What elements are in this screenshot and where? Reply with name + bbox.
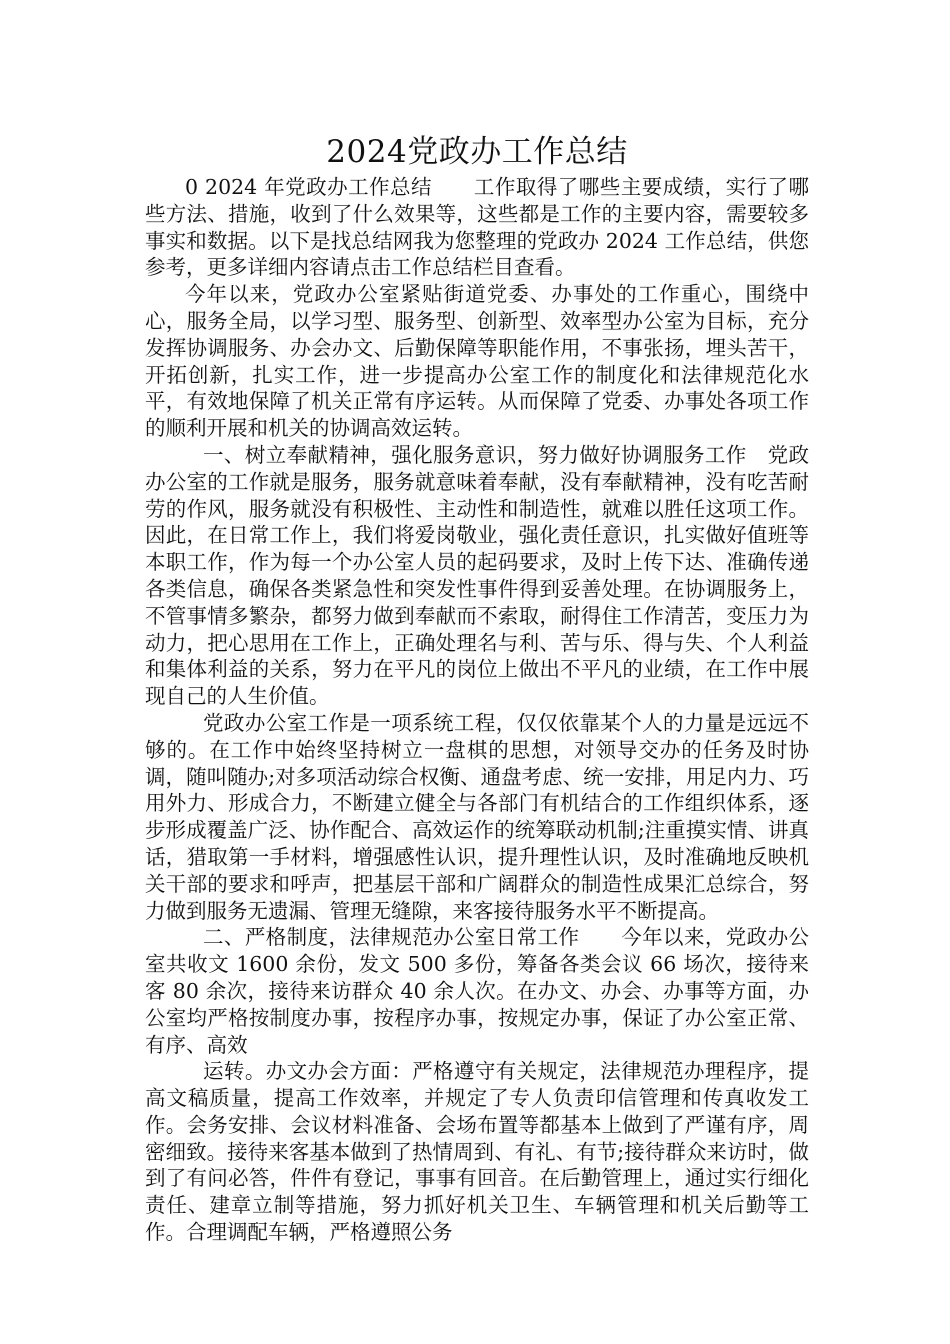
paragraph-teamwork: 党政办公室工作是一项系统工程，仅仅依靠某个人的力量是远远不够的。在工作中始终坚持树立一盘棋的思想，对领导交办的任务及时协调，随叫随办;对多项活动综合权衡、通盘考虑、统一安排，用足内力、巧用外力、形成合力，不断建立健全与各部门有机结合的工作组织体系，逐步形成覆盖广泛、协作配合、高效运作的统筹联动机制;注重摸实情、讲真话，猎取第一手材料，增强感性认识，提升理性认识，及时准确地反映机关干部的要求和呼声，把基层干部和广阔群众的制造性成果汇总综合，努力做到服务无遗漏、管理无缝隙，来客接待服务水平不断提高。 xyxy=(145,710,809,923)
paragraph-section-one: 一、树立奉献精神，强化服务意识，努力做好协调服务工作 党政办公室的工作就是服务，服务就意味着奉献，没有奉献精神，没有吃苦耐劳的作风，服务就没有积极性、主动性和制造性，就难以胜任这项工作。因此，在日常工作上，我们将爱岗敬业，强化责任意识，扎实做好值班等本职工作，作为每一个办公室人员的起码要求，及时上传下达、准确传递各类信息，确保各类紧急性和突发性事件得到妥善处理。在协调服务上，不管事情多繁杂，都努力做到奉献而不索取，耐得住工作清苦，变压力为动力，把心思用在工作上，正确处理名与利、苦与乐、得与失、个人利益和集体利益的关系，努力在平凡的岗位上做出不平凡的业绩，在工作中展现自己的人生价值。 xyxy=(145,442,809,709)
document-title: 2024党政办工作总结 xyxy=(326,134,628,170)
paragraph-overview: 今年以来，党政办公室紧贴街道党委、办事处的工作重心，围绕中心，服务全局，以学习型、服务型、创新型、效率型办公室为目标，充分发挥协调服务、办会办文、后勤保障等职能作用，不事张扬，埋头苦干，开拓创新，扎实工作，进一步提高办公室工作的制度化和法律规范化水平，有效地保障了机关正常有序运转。从而保障了党委、办事处各项工作的顺利开展和机关的协调高效运转。 xyxy=(145,282,809,441)
document-page xyxy=(145,130,809,1246)
paragraph-operations: 运转。办文办会方面：严格遵守有关规定，法律规范办理程序，提高文稿质量，提高工作效率，并规定了专人负责印信管理和传真收发工作。会务安排、会议材料准备、会场布置等都基本上做到了严谨有序，周密细致。接待来客基本做到了热情周到、有礼、有节;接待群众来访时，做到了有问必答，件件有登记，事事有回音。在后勤管理上，通过实行细化责任、建章立制等措施，努力抓好机关卫生、车辆管理和机关后勤等工作。合理调配车辆，严格遵照公务 xyxy=(145,1059,809,1245)
paragraph-section-two: 二、严格制度，法律规范办公室日常工作 今年以来，党政办公室共收文 1600 余份，发文 500 多份，筹备各类会议 66 场次，接待来客 80 余次，接待来访群众 40 余人次。在办文、办会、办事等方面，办公室均严格按制度办事，按程序办事，按规定办事，保证了办公室正常、有序、高效 xyxy=(145,925,809,1057)
paragraph-intro: 0 2024 年党政办工作总结 工作取得了哪些主要成绩，实行了哪些方法、措施，收到了什么效果等，这些都是工作的主要内容，需要较多事实和数据。以下是找总结网我为您整理的党政办 2024 工作总结，供您参考，更多详细内容请点击工作总结栏目查看。 xyxy=(145,175,809,280)
